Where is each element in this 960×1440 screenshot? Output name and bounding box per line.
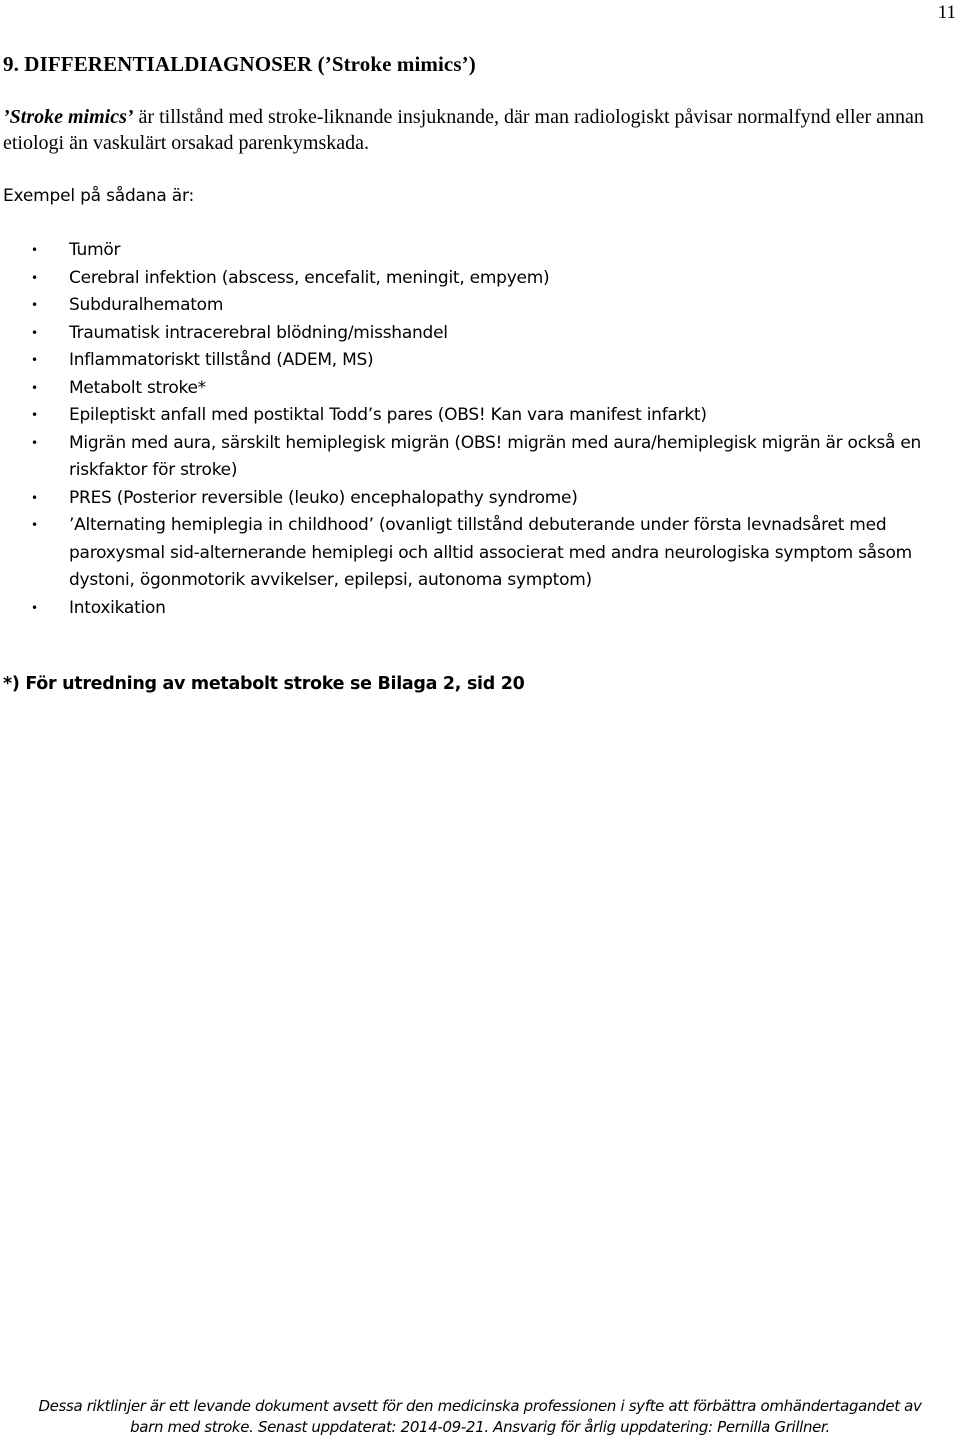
section-heading: 9. DIFFERENTIALDIAGNOSER (’Stroke mimics’) xyxy=(3,52,476,76)
bullet-icon: • xyxy=(31,408,38,422)
list-item xyxy=(0,512,960,595)
list-item xyxy=(0,265,960,293)
bullet-icon: • xyxy=(31,298,38,312)
intro-text: är tillstånd med stroke-liknande insjuknande, där man radiologiskt påvisar normalfynd eller annan etiologi än vaskulärt orsakad parenkymskada. xyxy=(3,106,924,154)
intro-paragraph xyxy=(3,104,933,156)
list-item xyxy=(0,430,960,485)
bullet-icon: • xyxy=(31,270,38,285)
bullet-icon: • xyxy=(31,435,38,450)
differential-list xyxy=(0,237,960,622)
list-item-text: Cerebral infektion (abscess, encefalit, meningit, empyem) xyxy=(69,267,550,288)
list-item xyxy=(0,320,960,348)
bullet-icon: • xyxy=(31,243,38,257)
list-item-text: Inflammatoriskt tillstånd (ADEM, MS) xyxy=(69,350,374,370)
list-item-text: Subduralhematom xyxy=(69,295,224,315)
list-item xyxy=(0,292,960,320)
bullet-icon: • xyxy=(31,353,38,367)
list-item-text: PRES (Posterior reversible (leuko) encephalopathy syndrome) xyxy=(69,487,578,508)
examples-lead: Exempel på sådana är: xyxy=(3,186,195,206)
page-number: 11 xyxy=(937,2,956,23)
list-item-text: Traumatisk intracerebral blödning/misshandel xyxy=(69,322,448,343)
footnote: *) För utredning av metabolt stroke se Bilaga 2, sid 20 xyxy=(3,674,525,694)
footer-line: Dessa riktlinjer är ett levande dokument avsett för den medicinska professionen i syfte att förbättra omhändertagandet av xyxy=(38,1397,922,1415)
list-item-text: ’Alternating hemiplegia in childhood’ (ovanligt tillstånd debuterande under första levnadsåret med paroxysmal sid-alternerande hemiplegi och alltid associerat med andra neurologiska symptom såsom dystoni, ögonmotorik avvikelser, epilepsi, autonoma symptom) xyxy=(69,515,912,590)
bullet-icon: • xyxy=(31,600,38,615)
bullet-icon: • xyxy=(31,518,38,532)
list-item xyxy=(0,402,960,430)
bullet-icon: • xyxy=(31,325,38,340)
list-item xyxy=(0,595,960,623)
list-item-text: Epileptiskt anfall med postiktal Todd’s pares (OBS! Kan vara manifest infarkt) xyxy=(69,405,707,425)
list-item-text: Tumör xyxy=(69,240,121,260)
page-footer xyxy=(0,1396,960,1438)
list-item xyxy=(0,485,960,513)
list-item-text: Intoxikation xyxy=(69,597,166,618)
list-item xyxy=(0,347,960,375)
list-item-text: Metabolt stroke* xyxy=(69,377,206,398)
list-item-text: Migrän med aura, särskilt hemiplegisk migrän (OBS! migrän med aura/hemiplegisk migrän är också en riskfaktor för stroke) xyxy=(69,432,922,480)
footer-line: barn med stroke. Senast uppdaterat: 2014-09-21. Ansvarig för årlig uppdatering: Pernilla Grillner. xyxy=(130,1418,830,1436)
bullet-icon: • xyxy=(31,490,38,505)
bullet-icon: • xyxy=(31,380,38,395)
list-item xyxy=(0,375,960,403)
list-item xyxy=(0,237,960,265)
intro-term: ’Stroke mimics’ xyxy=(3,106,134,128)
